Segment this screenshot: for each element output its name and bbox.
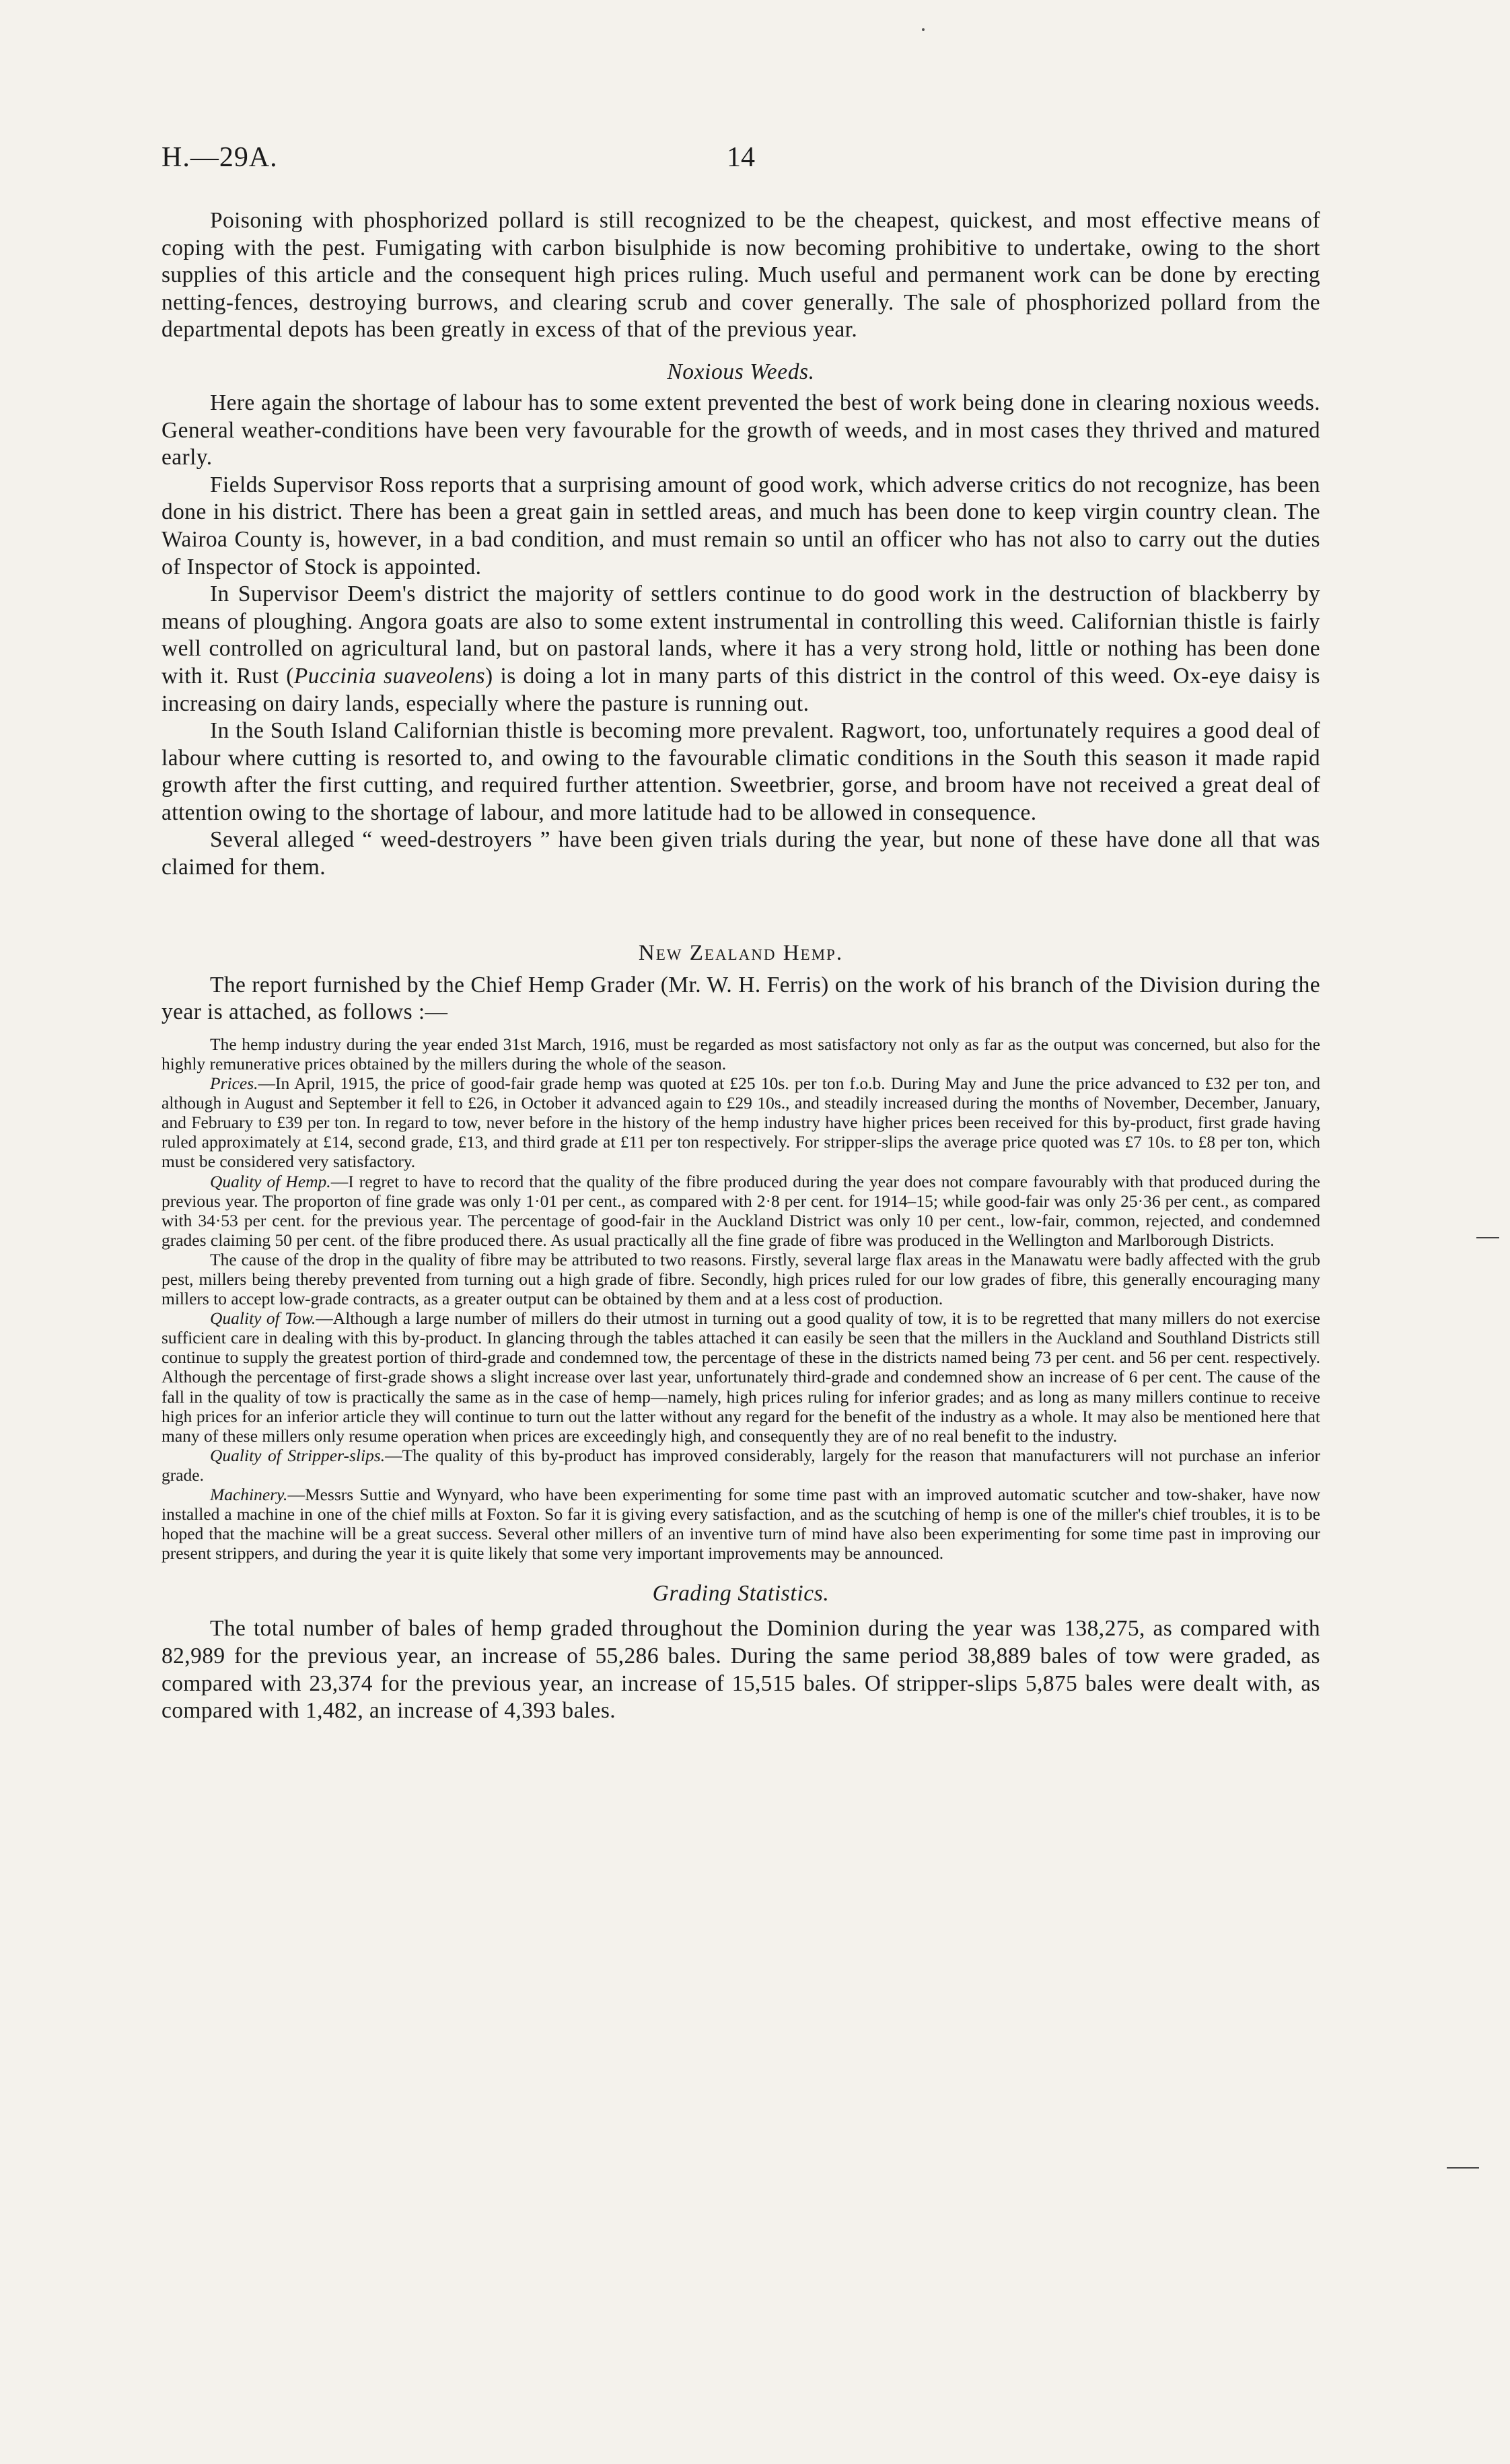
report-subheading: Prices. <box>210 1073 258 1094</box>
grading-section <box>161 1615 1320 1724</box>
section-heading-hemp: New Zealand Hemp. <box>638 940 844 965</box>
section-heading-noxious-weeds: Noxious Weeds. <box>667 359 815 384</box>
body-text <box>161 207 1320 1725</box>
page-header <box>161 141 1320 182</box>
document-reference: H.—29A. <box>161 142 278 173</box>
text-run: —Messrs Suttie and Wynyard, who have been experimenting for some time past with an improved automatic scutcher and tow-shaker, have now installed a machine in one of the chief mills at Foxton. So far it is giving every satisfaction, and as the scutching of hemp is one of the miller's chief troubles, it is to be hoped that the machine will be a great success. Several other millers of an inventive turn of mind have also been experimenting for some time past in improving our present strippers, and during the year it is quite likely that some very important improvements may be announced. <box>161 1485 1320 1563</box>
paragraph: Poisoning with phosphorized pollard is still recognized to be the cheapest, quickest, and most effective means of coping with the pest. Fumigating with carbon bisulphide is now becoming prohibitive to undertake, owing to the short supplies of this article and the consequent high prices ruling. Much useful and permanent work can be done by erecting netting-fences, destroying burrows, and clearing scrub and cover generally. The sale of phosphorized pollard from the departmental depots has been greatly in excess of that of the previous year. <box>161 208 1320 343</box>
paragraph: In the South Island Californian thistle is becoming more prevalent. Ragwort, too, unfortunately requires a good deal of labour where cutting is resorted to, and owing to the favourable climatic conditions in the South this season it made rapid growth after the first cutting, and required further attention. Sweetbrier, gorse, and broom have not received a great deal of attention owing to the shortage of labour, and more latitude had to be allowed in consequence. <box>161 718 1320 825</box>
hemp-intro <box>161 972 1320 1026</box>
paragraph: Fields Supervisor Ross reports that a surprising amount of good work, which adverse critics do not recognize, has been done in his district. There has been a great gain in settled areas, and much has been done to keep virgin country clean. The Wairoa County is, however, in a bad condition, and must remain so until an officer who has not also to carry out the duties of Inspector of Stock is appointed. <box>161 472 1320 579</box>
report-paragraph <box>161 1485 1320 1563</box>
report-subheading: Quality of Stripper-slips. <box>210 1445 386 1465</box>
section-heading-grading-statistics: Grading Statistics. <box>652 1581 830 1607</box>
text-run: ) is doing a lot in many parts of this district in the control of this weed. Ox-eye daisy is increasing on dairy lands, especially where the pasture is running out. <box>161 663 1320 716</box>
paragraph <box>161 581 1320 717</box>
text-run: In Supervisor Deem's district the majority of settlers continue to do good work in the destruction of blackberry by means of ploughing. Angora goats are also to some extent instrumental in controlling this weed. Californian thistle is fairly well controlled on agricultural land, but on pastoral lands, where it has a very strong hold, little or nothing has been done with it. Rust ( <box>161 582 1320 689</box>
page-number: 14 <box>727 142 755 173</box>
noxious-weeds-section <box>161 390 1320 882</box>
report-subheading: Quality of Hemp. <box>210 1171 331 1191</box>
paragraph: The total number of bales of hemp graded throughout the Dominion during the year was 138,275, as compared with 82,989 for the previous year, an increase of 55,286 bales. During the same period 38,889 bales of tow were graded, as compared with 23,374 for the previous year, an increase of 15,515 bales. Of stripper-slips 5,875 bales were dealt with, as compared with 1,482, an increase of 4,393 bales. <box>161 1616 1320 1724</box>
text-run: —The quality of this by-product has improved considerably, largely for the reason that manufacturers will not purchase an inferior grade. <box>161 1445 1320 1485</box>
report-subheading: Machinery. <box>210 1485 288 1504</box>
report-paragraph: The hemp industry during the year ended 31st March, 1916, must be regarded as most satisfactory not only as far as the output was concerned, but also for the highly remunerative prices obtained by the millers during the whole of the season. <box>161 1034 1320 1073</box>
intro-section <box>161 207 1320 344</box>
report-paragraph <box>161 1073 1320 1171</box>
margin-mark <box>1476 1237 1499 1238</box>
paragraph: Here again the shortage of labour has to some extent prevented the best of work being done in clearing noxious weeds. General weather-conditions have been very favourable for the growth of weeds, and in most cases they thrived and matured early. <box>161 390 1320 470</box>
paragraph: The report furnished by the Chief Hemp Grader (Mr. W. H. Ferris) on the work of his branch of the Division during the year is attached, as follows :— <box>161 972 1320 1025</box>
report-paragraph: The cause of the drop in the quality of fibre may be attributed to two reasons. Firstly, several large flax areas in the Manawatu were badly affected with the grub pest, millers being thereby prevented from turning out a high grade of fibre. Secondly, high prices ruled for our low grades of fibre, this generally encouraging many millers to accept low-grade contracts, as a greater output can be obtained by them and at a less cost of production. <box>161 1249 1320 1309</box>
margin-mark <box>1447 2167 1479 2169</box>
report-subheading: Quality of Tow. <box>210 1308 316 1329</box>
margin-dot <box>922 28 925 31</box>
text-run: —In April, 1915, the price of good-fair grade hemp was quoted at £25 10s. per ton f.o.b. During May and June the price advanced to £32 per ton, and although in August and September it fell to £26, in October it advanced again to £29 10s., and steadily increased during the months of November, December, January, and February to £39 per ton. In regard to tow, never before in the history of the hemp industry have higher prices been received for this by-product, first grade having ruled approximately at £14, second grade, £13, and third grade at £11 per ton respectively. For stripper-slips the average price quoted was £7 10s. to £8 per ton, which must be considered very satisfactory. <box>161 1073 1320 1172</box>
report-paragraph <box>161 1446 1320 1485</box>
report-paragraph <box>161 1172 1320 1250</box>
paragraph: Several alleged “ weed-destroyers ” have been given trials during the year, but none of these have done all that was claimed for them. <box>161 827 1320 880</box>
hemp-report <box>161 1034 1320 1563</box>
text-run: —I regret to have to record that the quality of the fibre produced during the year does not compare favourably with that produced during the previous year. The proporton of fine grade was only 1·01 per cent., as compared with 2·8 per cent. for 1914–15; while good-fair was only 25·36 per cent., as compared with 34·53 per cent. for the previous year. The percentage of good-fair in the Auckland District was only 10 per cent., low-fair, common, rejected, and condemned grades claiming 50 per cent. of the fibre produced there. As usual practically all the fine grade of fibre was produced in the Wellington and Marlborough Districts. <box>161 1171 1320 1250</box>
report-paragraph <box>161 1308 1320 1446</box>
species-name: Puccinia suaveolens <box>293 663 485 689</box>
text-run: —Although a large number of millers do their utmost in turning out a good quality of tow, it is to be regretted that many millers do not exercise sufficient care in dealing with this by-product. In glancing through the tables attached it can easily be seen that the millers in the Auckland and Southland Districts still continue to supply the greatest portion of third-grade and condemned tow, the percentage of these in the districts named being 73 per cent. and 56 per cent. respectively. Although the percentage of first-grade shows a slight increase over last year, unfortunately third-grade and condemned show an increase of 6 per cent. The cause of the fall in the quality of tow is practically the same as in the case of hemp—namely, high prices ruling for inferior grades; and as long as many millers continue to receive high prices for an inferior article they will continue to turn out the latter without any regard for the benefit of the industry as a whole. It may also be mentioned here that many of these millers only resume operation when prices are exceedingly high, and consequently they are of no real benefit to the industry. <box>161 1308 1320 1446</box>
